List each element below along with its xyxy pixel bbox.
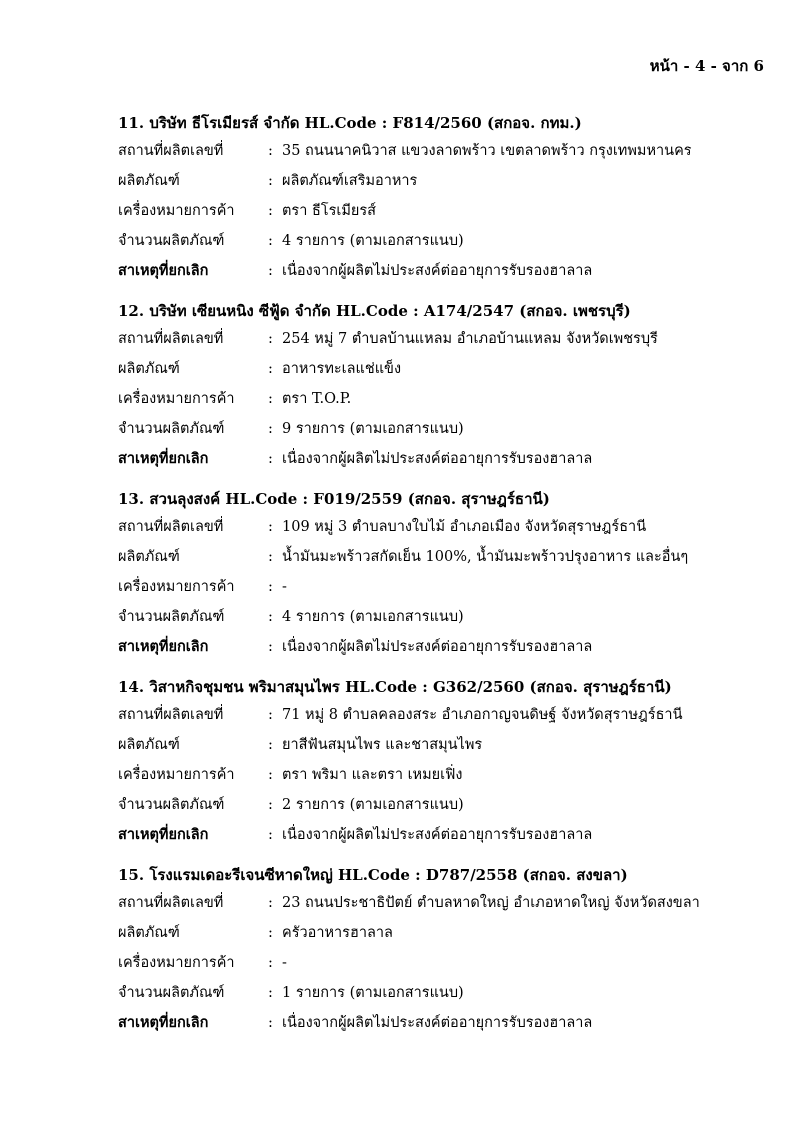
reason-label: สาเหตุที่ยกเลิก bbox=[118, 450, 209, 467]
count-label: จำนวนผลิตภัณฑ์ bbox=[118, 985, 225, 1001]
reason-value: เนื่องจากผู้ผลิตไม่ประสงค์ต่ออายุการรับรองฮาลาล bbox=[282, 263, 593, 279]
product-label: ผลิตภัณฑ์ bbox=[118, 361, 180, 377]
reason-value: เนื่องจากผู้ผลิตไม่ประสงค์ต่ออายุการรับรองฮาลาล bbox=[282, 639, 593, 655]
trademark-value: ตรา พริมา และตรา เหมยเฟิ่ง bbox=[282, 767, 463, 783]
colon: : bbox=[268, 173, 273, 189]
product-value: อาหารทะเลแช่แข็ง bbox=[282, 361, 402, 377]
trademark-row bbox=[118, 572, 778, 602]
colon: : bbox=[268, 263, 273, 279]
colon: : bbox=[268, 895, 273, 911]
count-row bbox=[118, 978, 778, 1008]
count-label: จำนวนผลิตภัณฑ์ bbox=[118, 797, 225, 813]
location-row bbox=[118, 888, 778, 918]
colon: : bbox=[268, 609, 273, 625]
reason-label: สาเหตุที่ยกเลิก bbox=[118, 826, 209, 843]
entry-title: 13. สวนลุงสงค์ HL.Code : F019/2559 (สกอจ. สุราษฎร์ธานี) bbox=[118, 490, 550, 508]
product-label: ผลิตภัณฑ์ bbox=[118, 925, 180, 941]
entry bbox=[118, 486, 778, 674]
reason-value: เนื่องจากผู้ผลิตไม่ประสงค์ต่ออายุการรับรองฮาลาล bbox=[282, 1015, 593, 1031]
entry bbox=[118, 298, 778, 486]
trademark-value: - bbox=[282, 955, 287, 971]
count-value: 4 รายการ (ตามเอกสารแนบ) bbox=[282, 233, 464, 249]
trademark-value: ตรา ธีโรเมียรส์ bbox=[282, 203, 377, 219]
colon: : bbox=[268, 451, 273, 467]
colon: : bbox=[268, 519, 273, 535]
location-value: 23 ถนนประชาธิปัตย์ ตำบลหาดใหญ่ อำเภอหาดใหญ่ จังหวัดสงขลา bbox=[282, 895, 700, 911]
count-row bbox=[118, 602, 778, 632]
reason-row bbox=[118, 632, 778, 662]
trademark-value: - bbox=[282, 579, 287, 595]
product-row bbox=[118, 542, 778, 572]
location-value: 254 หมู่ 7 ตำบลบ้านแหลม อำเภอบ้านแหลม จังหวัดเพชรบุรี bbox=[282, 331, 658, 347]
location-value: 35 ถนนนาคนิวาส แขวงลาดพร้าว เขตลาดพร้าว กรุงเทพมหานคร bbox=[282, 143, 692, 159]
location-row bbox=[118, 324, 778, 354]
count-row bbox=[118, 790, 778, 820]
colon: : bbox=[268, 143, 273, 159]
colon: : bbox=[268, 1015, 273, 1031]
colon: : bbox=[268, 707, 273, 723]
trademark-row bbox=[118, 760, 778, 790]
trademark-label: เครื่องหมายการค้า bbox=[118, 203, 235, 219]
trademark-row bbox=[118, 948, 778, 978]
colon: : bbox=[268, 233, 273, 249]
product-row bbox=[118, 730, 778, 760]
product-row bbox=[118, 166, 778, 196]
colon: : bbox=[268, 985, 273, 1001]
product-value: น้ำมันมะพร้าวสกัดเย็น 100%, น้ำมันมะพร้าวปรุงอาหาร และอื่นๆ bbox=[282, 549, 689, 565]
count-row bbox=[118, 226, 778, 256]
location-label: สถานที่ผลิตเลขที่ bbox=[118, 519, 224, 535]
reason-value: เนื่องจากผู้ผลิตไม่ประสงค์ต่ออายุการรับรองฮาลาล bbox=[282, 451, 593, 467]
colon: : bbox=[268, 955, 273, 971]
entry-list bbox=[118, 110, 778, 1050]
location-row bbox=[118, 700, 778, 730]
location-label: สถานที่ผลิตเลขที่ bbox=[118, 707, 224, 723]
colon: : bbox=[268, 737, 273, 753]
trademark-label: เครื่องหมายการค้า bbox=[118, 579, 235, 595]
colon: : bbox=[268, 549, 273, 565]
colon: : bbox=[268, 579, 273, 595]
trademark-label: เครื่องหมายการค้า bbox=[118, 955, 235, 971]
location-label: สถานที่ผลิตเลขที่ bbox=[118, 143, 224, 159]
product-value: ครัวอาหารฮาลาล bbox=[282, 925, 393, 941]
count-label: จำนวนผลิตภัณฑ์ bbox=[118, 233, 225, 249]
location-row bbox=[118, 136, 778, 166]
product-label: ผลิตภัณฑ์ bbox=[118, 549, 180, 565]
colon: : bbox=[268, 331, 273, 347]
product-value: ผลิตภัณฑ์เสริมอาหาร bbox=[282, 173, 418, 189]
entry bbox=[118, 110, 778, 298]
product-label: ผลิตภัณฑ์ bbox=[118, 737, 180, 753]
colon: : bbox=[268, 925, 273, 941]
trademark-label: เครื่องหมายการค้า bbox=[118, 767, 235, 783]
reason-row bbox=[118, 256, 778, 286]
count-row bbox=[118, 414, 778, 444]
reason-label: สาเหตุที่ยกเลิก bbox=[118, 638, 209, 655]
product-row bbox=[118, 354, 778, 384]
colon: : bbox=[268, 421, 273, 437]
product-label: ผลิตภัณฑ์ bbox=[118, 173, 180, 189]
colon: : bbox=[268, 639, 273, 655]
count-label: จำนวนผลิตภัณฑ์ bbox=[118, 421, 225, 437]
reason-row bbox=[118, 1008, 778, 1038]
colon: : bbox=[268, 797, 273, 813]
entry-title: 12. บริษัท เซียนหนิง ซีฟู้ด จำกัด HL.Code : A174/2547 (สกอจ. เพชรบุรี) bbox=[118, 302, 631, 320]
trademark-value: ตรา T.O.P. bbox=[282, 391, 352, 407]
trademark-row bbox=[118, 196, 778, 226]
colon: : bbox=[268, 203, 273, 219]
count-value: 9 รายการ (ตามเอกสารแนบ) bbox=[282, 421, 464, 437]
count-value: 2 รายการ (ตามเอกสารแนบ) bbox=[282, 797, 464, 813]
colon: : bbox=[268, 767, 273, 783]
count-value: 4 รายการ (ตามเอกสารแนบ) bbox=[282, 609, 464, 625]
entry-title: 11. บริษัท ธีโรเมียรส์ จำกัด HL.Code : F814/2560 (สกอจ. กทม.) bbox=[118, 114, 582, 132]
count-label: จำนวนผลิตภัณฑ์ bbox=[118, 609, 225, 625]
trademark-row bbox=[118, 384, 778, 414]
colon: : bbox=[268, 827, 273, 843]
colon: : bbox=[268, 391, 273, 407]
entry bbox=[118, 674, 778, 862]
product-value: ยาสีฟันสมุนไพร และชาสมุนไพร bbox=[282, 737, 483, 753]
page-number: หน้า - 4 - จาก 6 bbox=[649, 57, 764, 75]
location-row bbox=[118, 512, 778, 542]
location-value: 71 หมู่ 8 ตำบลคลองสระ อำเภอกาญจนดิษฐ์ จังหวัดสุราษฎร์ธานี bbox=[282, 707, 683, 723]
reason-row bbox=[118, 820, 778, 850]
entry-title: 15. โรงแรมเดอะรีเจนซีหาดใหญ่ HL.Code : D787/2558 (สกอจ. สงขลา) bbox=[118, 866, 628, 884]
location-label: สถานที่ผลิตเลขที่ bbox=[118, 331, 224, 347]
location-value: 109 หมู่ 3 ตำบลบางใบไม้ อำเภอเมือง จังหวัดสุราษฎร์ธานี bbox=[282, 519, 647, 535]
entry-title: 14. วิสาหกิจชุมชน พริมาสมุนไพร HL.Code : G362/2560 (สกอจ. สุราษฎร์ธานี) bbox=[118, 678, 672, 696]
reason-row bbox=[118, 444, 778, 474]
count-value: 1 รายการ (ตามเอกสารแนบ) bbox=[282, 985, 464, 1001]
trademark-label: เครื่องหมายการค้า bbox=[118, 391, 235, 407]
reason-label: สาเหตุที่ยกเลิก bbox=[118, 1014, 209, 1031]
product-row bbox=[118, 918, 778, 948]
colon: : bbox=[268, 361, 273, 377]
reason-value: เนื่องจากผู้ผลิตไม่ประสงค์ต่ออายุการรับรองฮาลาล bbox=[282, 827, 593, 843]
entry bbox=[118, 862, 778, 1050]
reason-label: สาเหตุที่ยกเลิก bbox=[118, 262, 209, 279]
location-label: สถานที่ผลิตเลขที่ bbox=[118, 895, 224, 911]
